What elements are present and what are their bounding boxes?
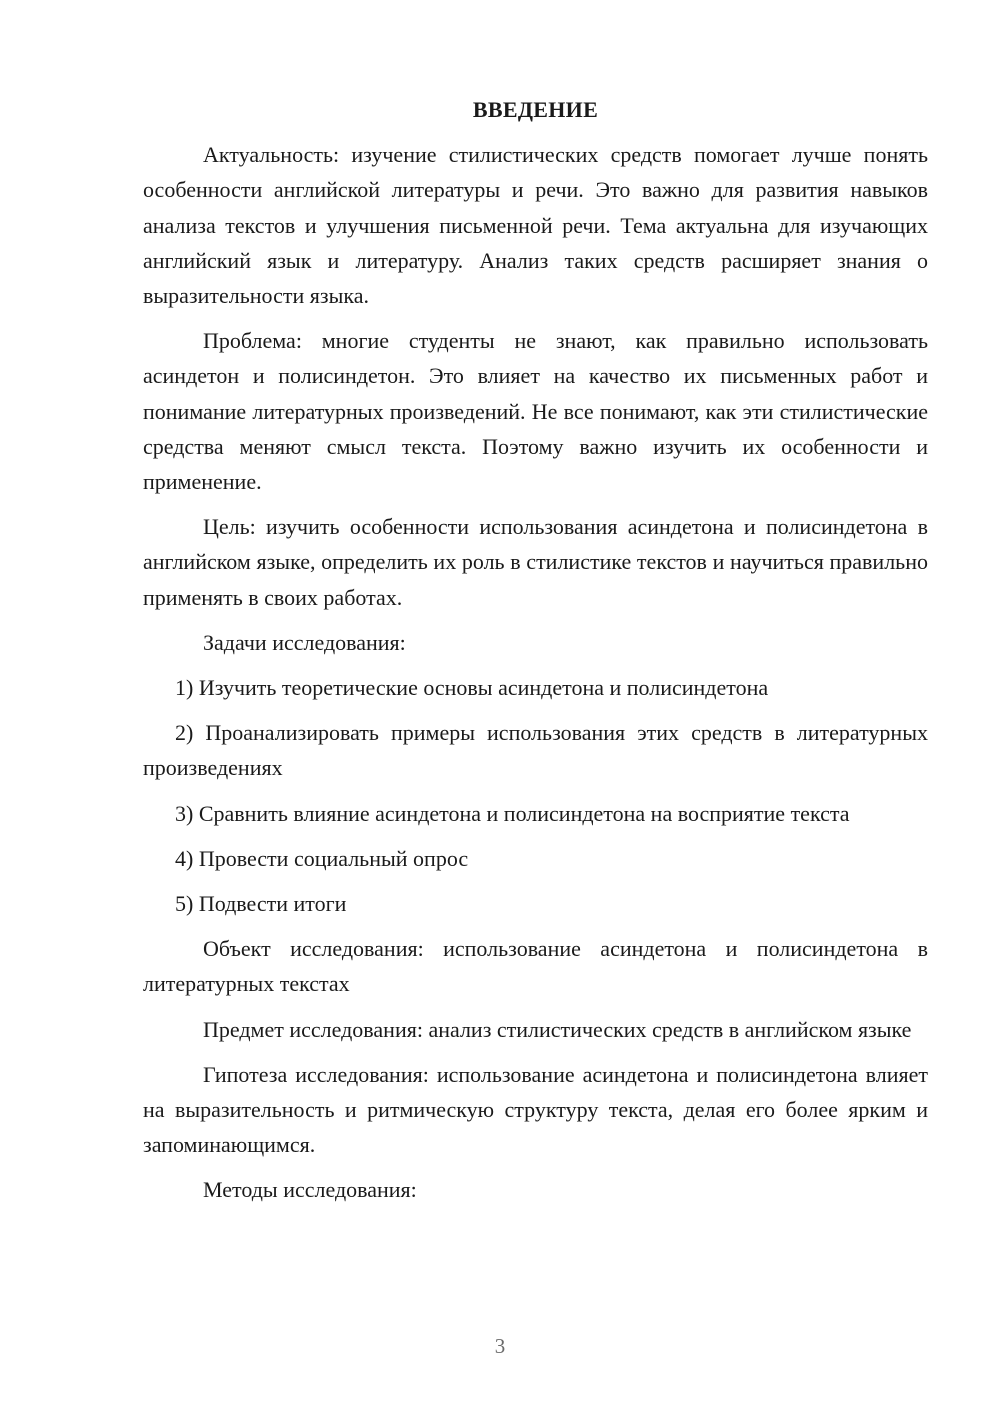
task-item-1: 1) Изучить теоретические основы асиндетона и полисиндетона xyxy=(175,675,769,701)
task-item-3: 3) Сравнить влияние асиндетона и полисиндетона на восприятие текста xyxy=(175,800,850,826)
page-number: 3 xyxy=(494,1334,506,1358)
document-page xyxy=(143,92,928,1218)
task-item-5: 5) Подвести итоги xyxy=(175,891,347,917)
object-paragraph: Объект исследования: использование асиндетона и полисиндетона в литературных текстах xyxy=(143,936,928,997)
tasks-list xyxy=(143,670,928,921)
task-item-2: 2) Проанализировать примеры использования этих средств в литературных произведениях xyxy=(143,720,928,781)
tasks-heading: Задачи исследования: xyxy=(203,629,406,655)
page-title: ВВЕДЕНИЕ xyxy=(472,97,599,122)
relevance-paragraph: Актуальность: изучение стилистических средств помогает лучше понять особенности английской литературы и речи. Это важно для развития навыков анализа текстов и улучшения письменной речи. Тема актуальна для изучающих английский язык и литературу. Анализ таких средств расширяет знания о выразительности языка. xyxy=(143,142,928,309)
task-item-4: 4) Провести социальный опрос xyxy=(175,845,469,871)
problem-paragraph: Проблема: многие студенты не знают, как правильно использовать асиндетон и полисиндетон. Это влияет на качество их письменных работ и понимание литературных произведений. Не все понимают, как эти стилистические средства меняют смысл текста. Поэтому важно изучить их особенности и применение. xyxy=(143,328,928,495)
subject-paragraph: Предмет исследования: анализ стилистических средств в английском языке xyxy=(203,1016,912,1042)
methods-heading: Методы исследования: xyxy=(203,1177,417,1203)
goal-paragraph: Цель: изучить особенности использования асиндетона и полисиндетона в английском языке, определить их роль в стилистике текстов и научиться правильно применять в своих работах. xyxy=(143,514,928,610)
hypothesis-paragraph: Гипотеза исследования: использование асиндетона и полисиндетона влияет на выразительность и ритмическую структуру текста, делая его более ярким и запоминающимся. xyxy=(143,1061,928,1158)
